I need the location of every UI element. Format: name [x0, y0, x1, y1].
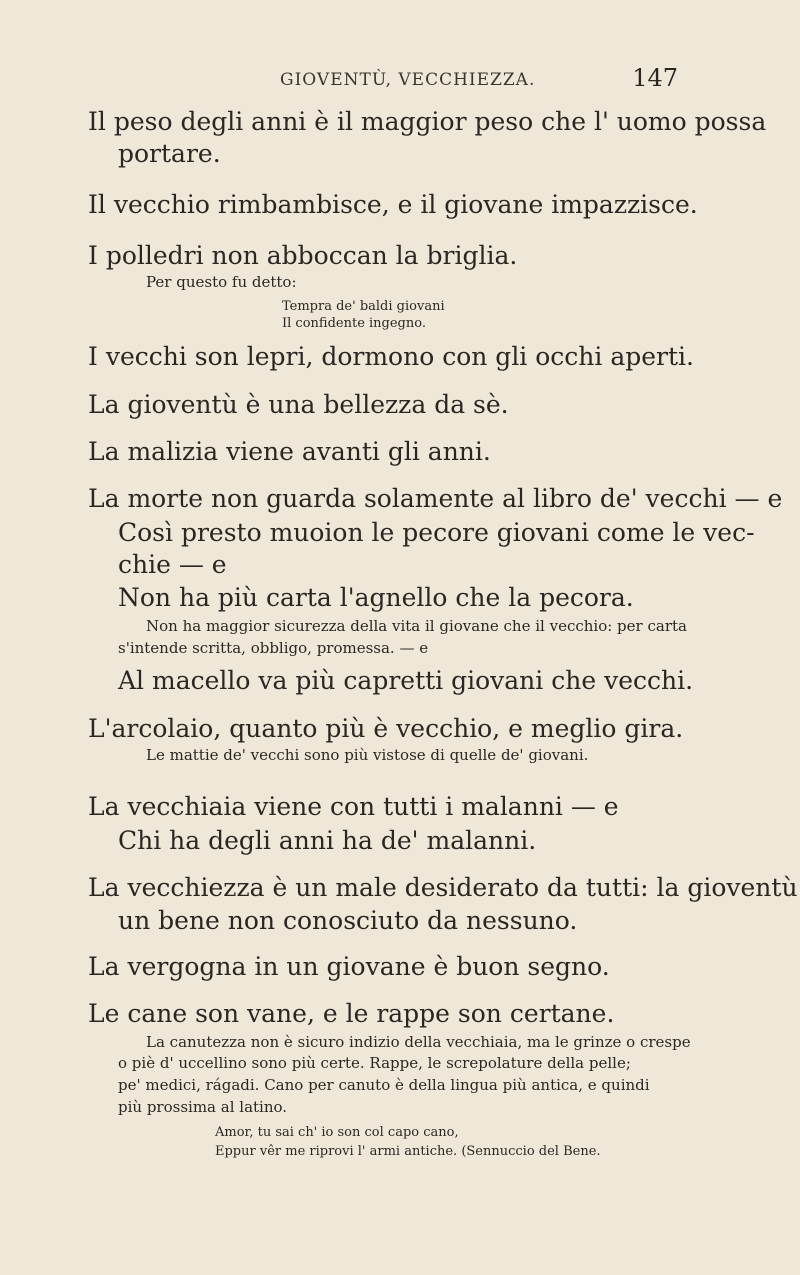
note-line: Le mattie de' vecchi sono più vistose di quelle de' giovani.: [146, 746, 589, 764]
note-line: più prossima al latino.: [118, 1098, 288, 1116]
proverb-line: un bene non conosciuto da nessuno.: [118, 906, 578, 935]
note-line: o piè d' uccellino sono più certe. Rappe, le screpolature della pelle;: [118, 1054, 631, 1072]
quote-line: Tempra de' baldi giovani: [282, 299, 445, 314]
proverb-line: La morte non guarda solamente al libro de' vecchi — e: [88, 484, 783, 513]
quote-line: Eppur vêr me riprovi l' armi antiche. (Sennuccio del Bene.: [215, 1144, 601, 1159]
running-header: [270, 64, 678, 100]
note-line: pe' medici, rágadi. Cano per canuto è della lingua più antica, e quindi: [118, 1076, 650, 1094]
quote-line: Amor, tu sai ch' io son col capo cano,: [215, 1125, 459, 1140]
proverb-line: La vergogna in un giovane è buon segno.: [88, 952, 610, 981]
proverb-line: La vecchiaia viene con tutti i malanni — e: [88, 792, 619, 821]
proverb-line: L'arcolaio, quanto più è vecchio, e meglio gira.: [88, 714, 684, 743]
note-line: s'intende scritta, obbligo, promessa. — e: [118, 639, 429, 657]
proverb-line: Al macello va più capretti giovani che vecchi.: [118, 666, 694, 695]
note-line: La canutezza non è sicuro indizio della vecchiaia, ma le grinze o crespe: [146, 1033, 691, 1051]
proverb-line: I vecchi son lepri, dormono con gli occhi aperti.: [88, 342, 694, 371]
proverb-line: La gioventù è una bellezza da sè.: [88, 390, 509, 419]
proverb-line: Non ha più carta l'agnello che la pecora.: [118, 583, 634, 612]
note-line: Non ha maggior sicurezza della vita il giovane che il vecchio: per carta: [146, 617, 687, 635]
page-number: 147: [632, 64, 678, 92]
proverb-line: La malizia viene avanti gli anni.: [88, 437, 491, 466]
note-line: Per questo fu detto:: [146, 273, 297, 291]
proverb-line: portare.: [118, 139, 221, 168]
running-title: GIOVENTÙ, VECCHIEZZA.: [280, 70, 536, 90]
quote-line: Il confidente ingegno.: [282, 316, 426, 331]
proverb-line: Il peso degli anni è il maggior peso che l' uomo possa: [88, 107, 767, 136]
proverb-line: Le cane son vane, e le rappe son certane.: [88, 999, 615, 1028]
proverb-line: Chi ha degli anni ha de' malanni.: [118, 826, 537, 855]
proverb-line: Il vecchio rimbambisce, e il giovane impazzisce.: [88, 190, 698, 219]
proverb-line: Così presto muoion le pecore giovani come le vec-: [118, 518, 755, 547]
proverb-line: I polledri non abboccan la briglia.: [88, 241, 518, 270]
proverb-line: chie — e: [118, 550, 227, 579]
proverb-line: La vecchiezza è un male desiderato da tutti: la gioventù: [88, 873, 798, 902]
